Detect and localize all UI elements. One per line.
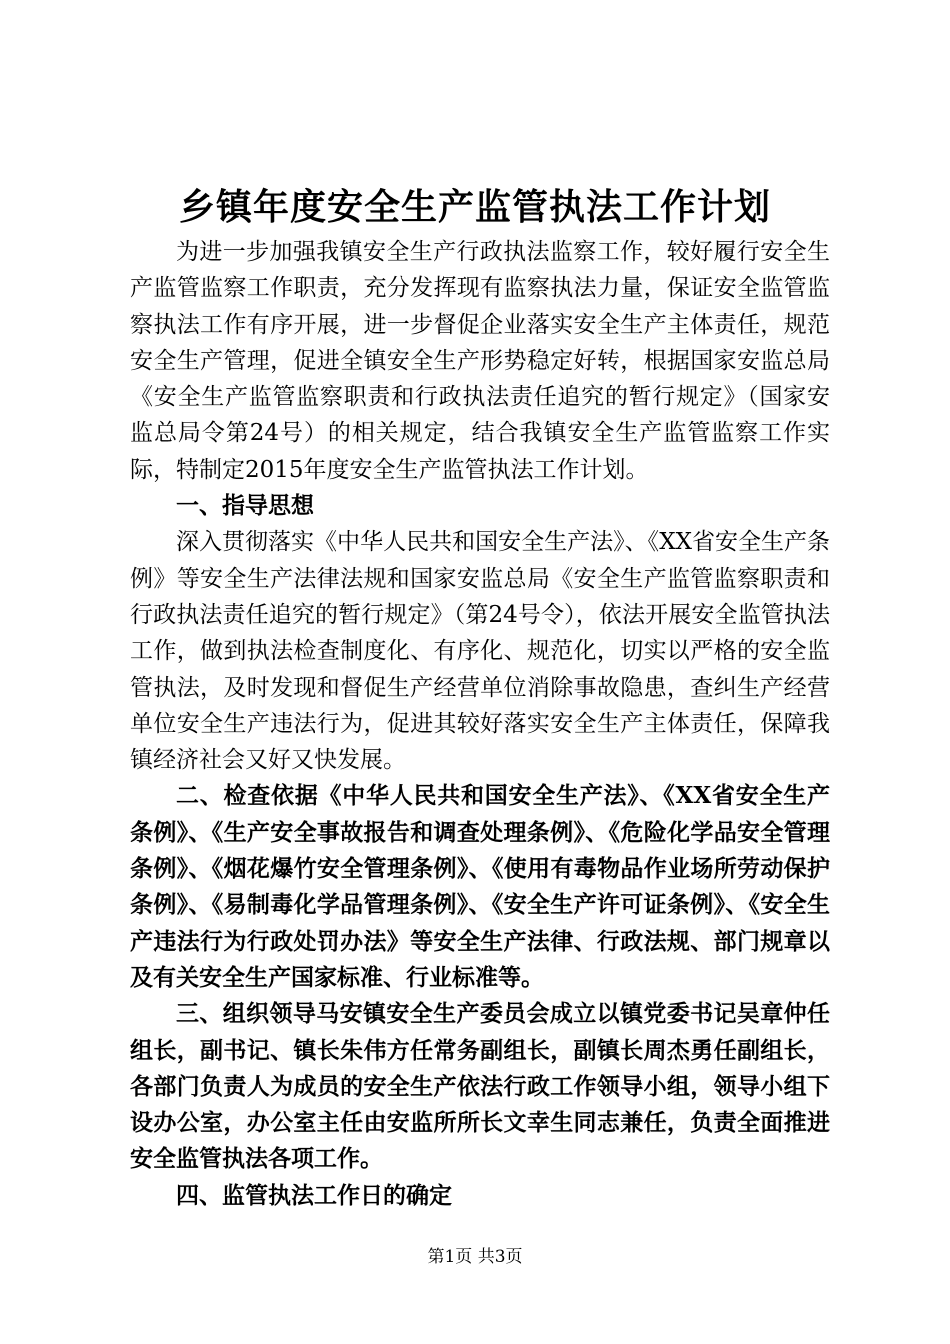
section-heading-workday: 四、监管执法工作日的确定: [176, 1181, 452, 1209]
document-title: 乡镇年度安全生产监管执法工作计划: [178, 186, 771, 228]
document-body: [130, 234, 830, 1214]
inspection-basis-paragraph: 二、检查依据《中华人民共和国安全生产法》、《XX省安全生产条例》、《生产安全事故报告和调查处理条例》、《危险化学品安全管理条例》、《烟花爆竹安全管理条例》、《使用有毒物品作业场所劳动保护条例》、《易制毒化学品管理条例》、《安全生产许可证条例》、《安全生产违法行为行政处罚办法》等安全生产法律、行政法规、部门规章以及有关安全生产国家标准、行业标准等。: [130, 782, 830, 991]
guiding-ideology-paragraph: 深入贯彻落实《中华人民共和国安全生产法》、《XX省安全生产条例》等安全生产法律法规和国家安监总局《安全生产监管监察职责和行政执法责任追究的暂行规定》（第24号令），依法开展安全监管执法工作，做到执法检查制度化、有序化、规范化，切实以严格的安全监管执法，及时发现和督促生产经营单位消除事故隐患，查纠生产经营单位安全生产违法行为，促进其较好落实安全生产主体责任，保障我镇经济社会又好又快发展。: [130, 529, 830, 774]
section-heading-guiding-ideology: 一、指导思想: [176, 492, 314, 520]
intro-paragraph: 为进一步加强我镇安全生产行政执法监察工作，较好履行安全生产监管监察工作职责，充分发挥现有监察执法力量，保证安全监管监察执法工作有序开展，进一步督促企业落实安全生产主体责任，规范安全生产管理，促进全镇安全生产形势稳定好转，根据国家安监总局《安全生产监管监察职责和行政执法责任追究的暂行规定》（国家安监总局令第24号）的相关规定，结合我镇安全生产监管监察工作实际，特制定2015年度安全生产监管执法工作计划。: [130, 239, 830, 483]
page-footer: [0, 1245, 950, 1269]
organization-leadership-paragraph: 三、组织领导马安镇安全生产委员会成立以镇党委书记吴章仲任组长，副书记、镇长朱伟方任常务副组长，副镇长周杰勇任副组长，各部门负责人为成员的安全生产依法行政工作领导小组，领导小组下设办公室，办公室主任由安监所所长文幸生同志兼任，负责全面推进安全监管执法各项工作。: [130, 1000, 830, 1173]
page-number: 第1页 共3页: [427, 1247, 523, 1267]
